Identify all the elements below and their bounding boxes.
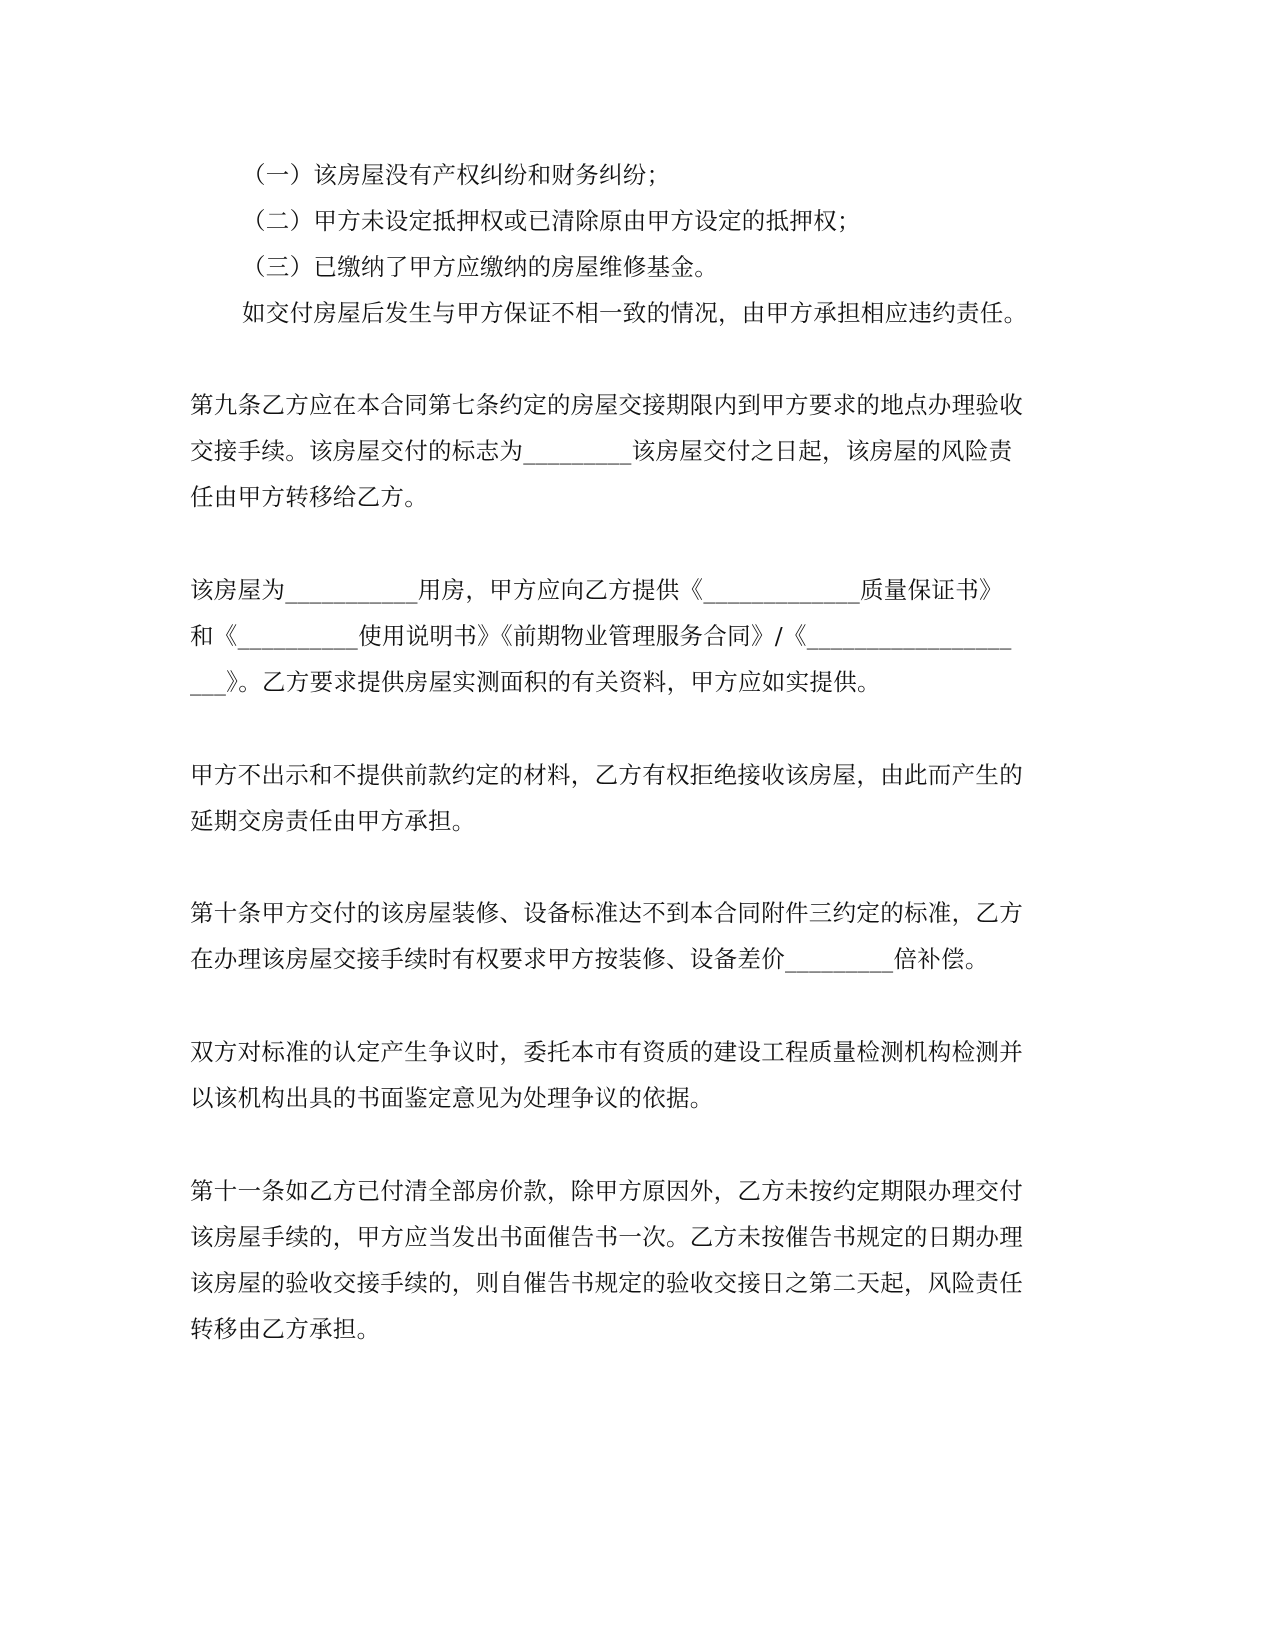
dispute-line-2: 以该机构出具的书面鉴定意见为处理争议的依据。 bbox=[190, 1084, 714, 1112]
article11-line-2: 该房屋手续的，甲方应当发出书面催告书一次。乙方未按催告书规定的日期办理 bbox=[190, 1223, 1023, 1251]
article10-line-1: 第十条甲方交付的该房屋装修、设备标准达不到本合同附件三约定的标准，乙方 bbox=[190, 899, 1023, 927]
intro-item-3: （三）已缴纳了甲方应缴纳的房屋维修基金。 bbox=[242, 253, 718, 281]
intro-item-2: （二）甲方未设定抵押权或已清除原由甲方设定的抵押权； bbox=[242, 207, 861, 235]
intro-item-1: （一）该房屋没有产权纠纷和财务纠纷； bbox=[242, 161, 671, 189]
provide-docs-line-1: 该房屋为___________用房，甲方应向乙方提供《_____________质量保证书》 bbox=[190, 576, 1003, 604]
dispute-line-1: 双方对标准的认定产生争议时，委托本市有资质的建设工程质量检测机构检测并 bbox=[190, 1038, 1023, 1066]
article10-line-2: 在办理该房屋交接手续时有权要求甲方按装修、设备差价_________倍补偿。 bbox=[190, 945, 989, 973]
intro-note: 如交付房屋后发生与甲方保证不相一致的情况，由甲方承担相应违约责任。 bbox=[242, 299, 1028, 327]
article11-line-1: 第十一条如乙方已付清全部房价款，除甲方原因外，乙方未按约定期限办理交付 bbox=[190, 1177, 1023, 1205]
article11-line-4: 转移由乙方承担。 bbox=[190, 1315, 381, 1343]
article9-line-1: 第九条乙方应在本合同第七条约定的房屋交接期限内到甲方要求的地点办理验收 bbox=[190, 391, 1023, 419]
provide-docs-line-3: ___》。乙方要求提供房屋实测面积的有关资料，甲方应如实提供。 bbox=[190, 668, 881, 696]
article9-line-2: 交接手续。该房屋交付的标志为_________该房屋交付之日起，该房屋的风险责 bbox=[190, 437, 1013, 465]
article11-line-3: 该房屋的验收交接手续的，则自催告书规定的验收交接日之第二天起，风险责任 bbox=[190, 1269, 1023, 1297]
refuse-line-2: 延期交房责任由甲方承担。 bbox=[190, 807, 476, 835]
article9-line-3: 任由甲方转移给乙方。 bbox=[190, 483, 428, 511]
refuse-line-1: 甲方不出示和不提供前款约定的材料，乙方有权拒绝接收该房屋，由此而产生的 bbox=[190, 761, 1023, 789]
provide-docs-line-2: 和《__________使用说明书》《前期物业管理服务合同》/《_________________ bbox=[190, 622, 1012, 650]
